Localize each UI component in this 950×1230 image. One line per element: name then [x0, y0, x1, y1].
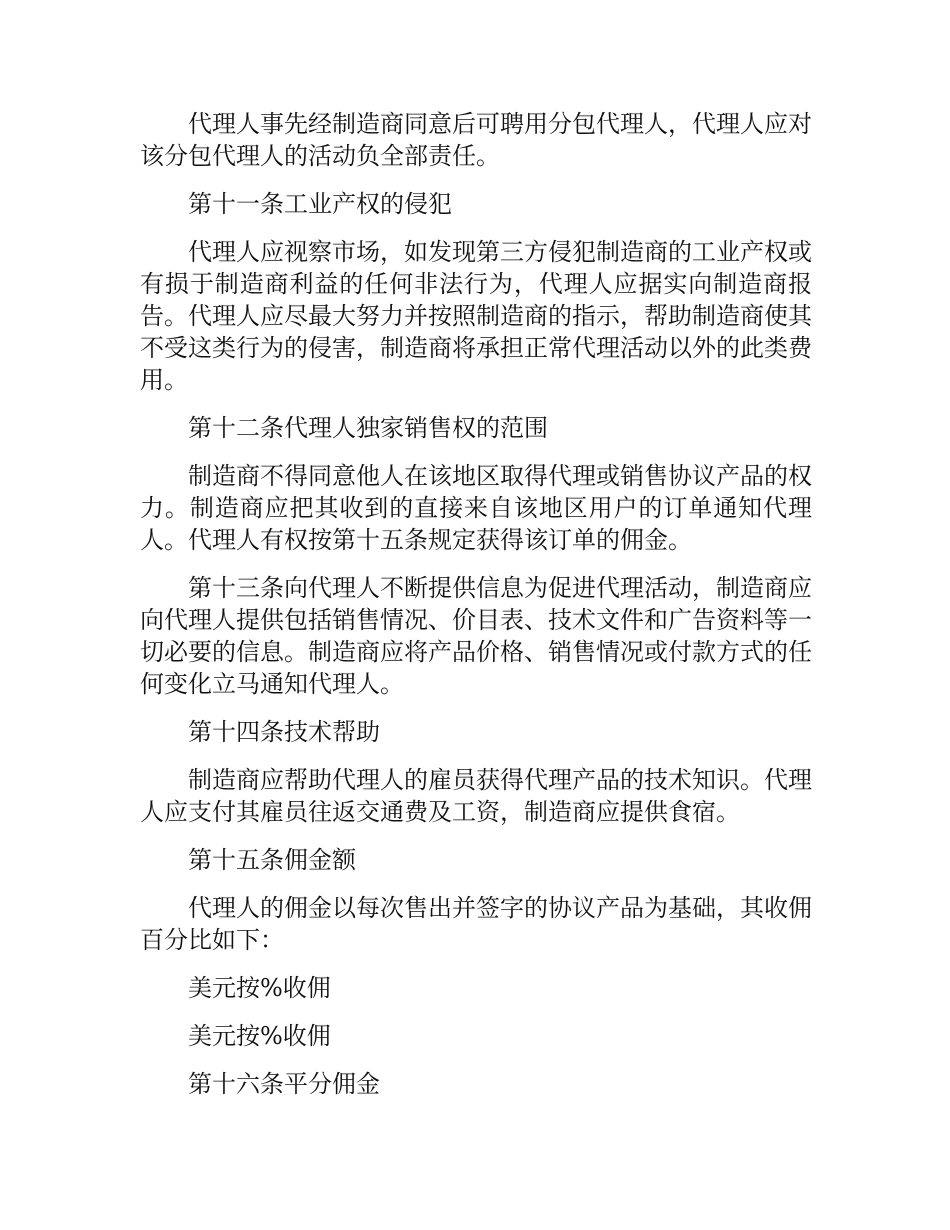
paragraph-article-13-information: 第十三条向代理人不断提供信息为促进代理活动，制造商应向代理人提供包括销售情况、价目表、技术文件和广告资料等一切必要的信息。制造商应将产品价格、销售情况或付款方式的任何变化立马通知代理人。 — [140, 574, 812, 698]
paragraph-technical-help: 制造商应帮助代理人的雇员获得代理产品的技术知识。代理人应支付其雇员往返交通费及工资，制造商应提供食宿。 — [140, 766, 812, 826]
heading-article-14: 第十四条技术帮助 — [188, 718, 380, 746]
paragraph-industrial-property: 代理人应视察市场，如发现第三方侵犯制造商的工业产权或有损于制造商利益的任何非法行为，代理人应据实向制造商报告。代理人应尽最大努力并按照制造商的指示，帮助制造商使其不受这类行为的侵害，制造商将承担正常代理活动以外的此类费用。 — [140, 238, 812, 394]
paragraph-subagent-liability: 代理人事先经制造商同意后可聘用分包代理人，代理人应对该分包代理人的活动负全部责任。 — [140, 110, 812, 170]
heading-article-11: 第十一条工业产权的侵犯 — [188, 190, 452, 218]
commission-rate-line-2: 美元按%收佣 — [188, 1022, 331, 1050]
commission-rate-line-1: 美元按%收佣 — [188, 974, 331, 1002]
heading-article-15: 第十五条佣金额 — [188, 846, 356, 874]
heading-article-16: 第十六条平分佣金 — [188, 1070, 380, 1098]
paragraph-exclusive-rights: 制造商不得同意他人在该地区取得代理或销售协议产品的权力。制造商应把其收到的直接来自该地区用户的订单通知代理人。代理人有权按第十五条规定获得该订单的佣金。 — [140, 462, 812, 554]
heading-article-12: 第十二条代理人独家销售权的范围 — [188, 414, 548, 442]
document-page — [140, 108, 812, 1116]
paragraph-commission-basis: 代理人的佣金以每次售出并签字的协议产品为基础，其收佣百分比如下： — [140, 894, 812, 954]
